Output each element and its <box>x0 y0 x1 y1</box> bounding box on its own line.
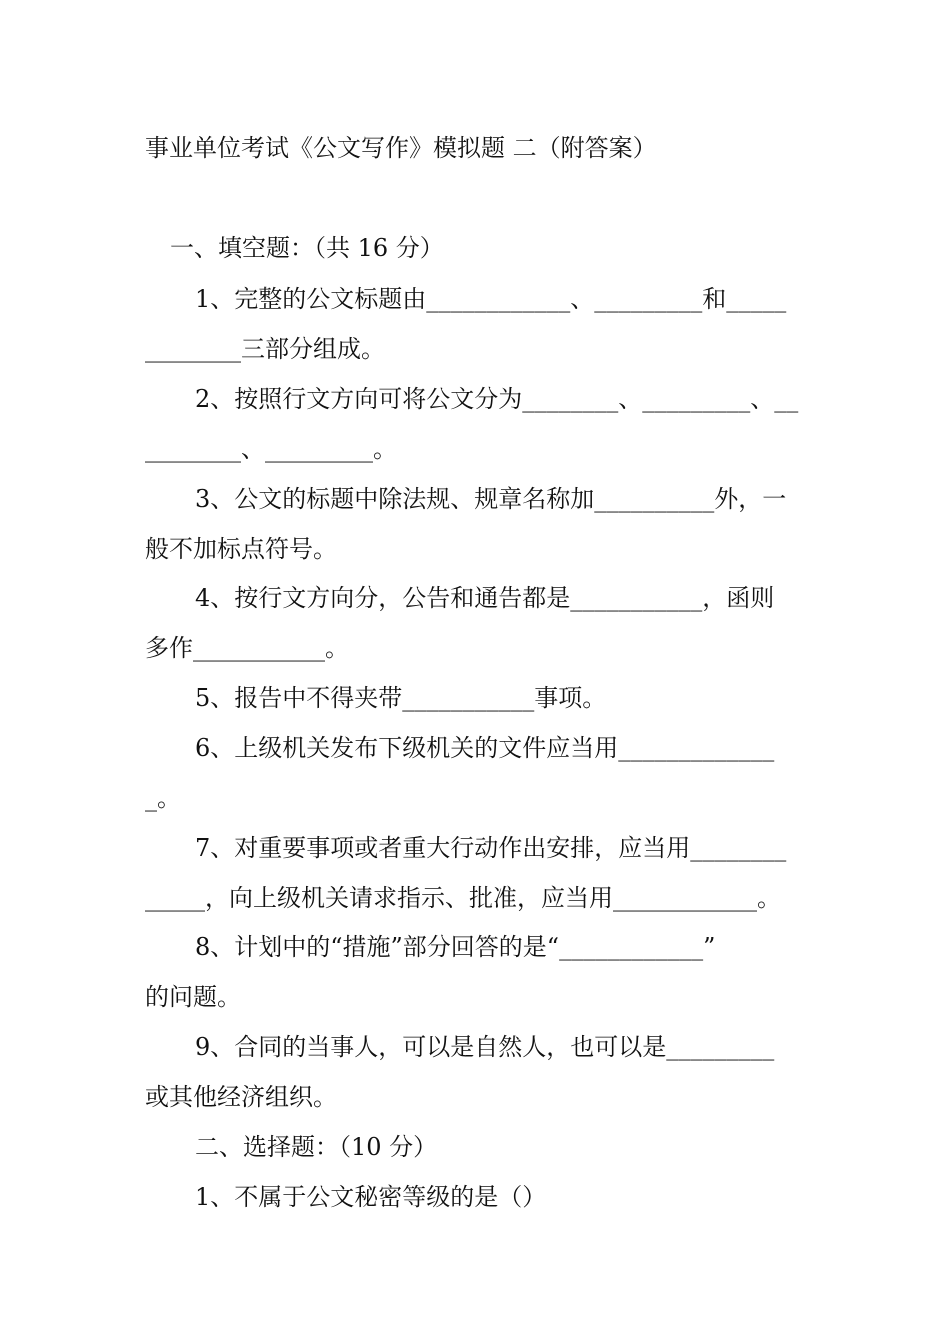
question-3-line-1: 3、公文的标题中除法规、规章名称加__________外，一 <box>195 485 787 513</box>
question-8-line-1: 8、计划中的“措施”部分回答的是“____________” <box>195 933 716 961</box>
question-7-line-1: 7、对重要事项或者重大行动作出安排，应当用________ <box>195 834 787 862</box>
section-heading-multiple-choice: 二、选择题：（10 分） <box>195 1133 438 1161</box>
section-heading-fill-in: 一、填空题：（共 16 分） <box>170 234 444 262</box>
question-9-line-2: 或其他经济组织。 <box>145 1083 337 1111</box>
question-2-line-2: ________、_________。 <box>145 435 397 463</box>
question-7-line-2: _____，向上级机关请求指示、批准，应当用____________。 <box>145 884 781 912</box>
document-title: 事业单位考试《公文写作》模拟题 二（附答案） <box>145 134 657 162</box>
question-9-line-1: 9、合同的当事人，可以是自然人，也可以是_________ <box>195 1033 775 1061</box>
question-6-line-2: _。 <box>145 784 181 812</box>
question-4-line-2: 多作___________。 <box>145 634 349 662</box>
question-3-line-2: 般不加标点符号。 <box>145 535 337 563</box>
question-2-line-1: 2、按照行文方向可将公文分为________、_________、__ <box>195 385 799 413</box>
question-8-line-2: 的问题。 <box>145 983 241 1011</box>
choice-question-1: 1、不属于公文秘密等级的是（） <box>195 1183 547 1211</box>
question-1-line-1: 1、完整的公文标题由____________、_________和_____ <box>195 285 787 313</box>
question-5-line-1: 5、报告中不得夹带___________事项。 <box>195 684 607 712</box>
question-6-line-1: 6、上级机关发布下级机关的文件应当用_____________ <box>195 734 775 762</box>
question-1-line-2: ________三部分组成。 <box>145 335 385 363</box>
question-4-line-1: 4、按行文方向分，公告和通告都是___________，函则 <box>195 584 775 612</box>
